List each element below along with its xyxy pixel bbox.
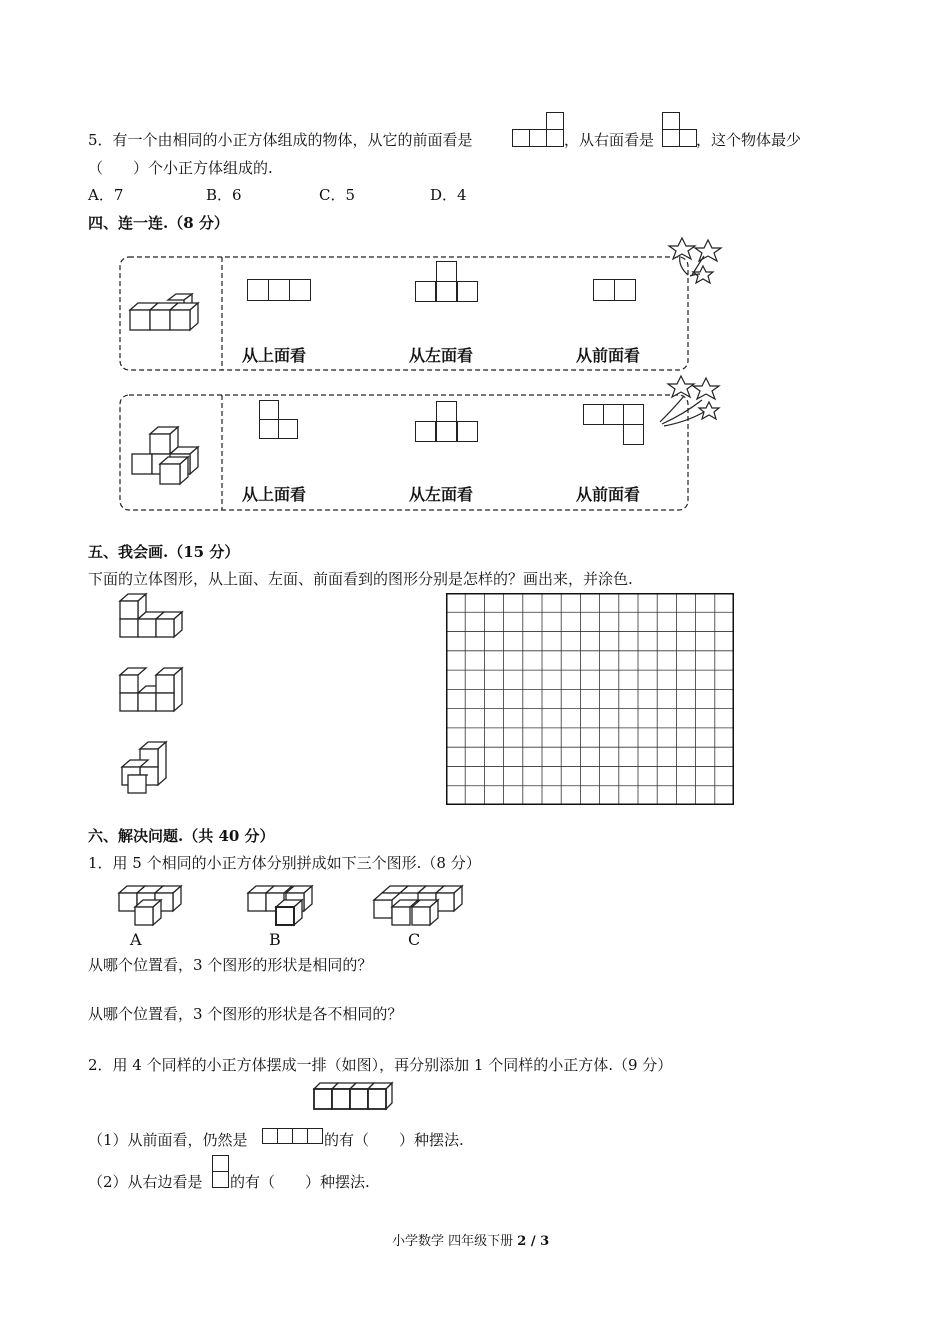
section6-p2: 2．用 4 个同样的小正方体摆成一排（如图），再分别添加 1 个同样的小正方体.（9 分） bbox=[88, 1056, 673, 1074]
section6-p2-2-a: （2）从右边看是 bbox=[88, 1173, 203, 1191]
q5-line2: （ ）个小正方体组成的. bbox=[88, 159, 273, 177]
s5-shape-2 bbox=[118, 666, 198, 716]
s6-shape-b bbox=[246, 880, 326, 930]
section6-p1-q2: 从哪个位置看，3 个图形的形状是各不相同的？ bbox=[88, 1005, 403, 1023]
q5-option-b: B．6 bbox=[206, 186, 242, 204]
q5-option-a: A．7 bbox=[88, 186, 124, 204]
row1-label-top: 从上面看 bbox=[242, 346, 307, 365]
section6-p2-1-a: （1）从前面看，仍然是 bbox=[88, 1131, 248, 1149]
q5-option-c: C．5 bbox=[319, 186, 356, 204]
row2-label-front: 从前面看 bbox=[576, 485, 641, 504]
row1-3d-shape bbox=[128, 292, 218, 342]
s6-p2-row-of-cubes bbox=[312, 1079, 412, 1115]
s5-shape-3 bbox=[118, 740, 198, 800]
drawing-grid[interactable] bbox=[446, 593, 734, 805]
page-number: 2 / 3 bbox=[517, 1234, 550, 1249]
row1-label-front: 从前面看 bbox=[576, 346, 641, 365]
section5-instruction: 下面的立体图形，从上面、左面、前面看到的图形分别是怎样的？画出来，并涂色. bbox=[88, 570, 633, 588]
row1-label-left: 从左面看 bbox=[409, 346, 474, 365]
section6-title: 六、解决问题.（共 40 分） bbox=[88, 827, 275, 845]
section4-title: 四、连一连.（8 分） bbox=[88, 214, 229, 232]
star-decoration-icon bbox=[669, 238, 721, 283]
shape-label-a: A bbox=[130, 930, 142, 949]
section5-title: 五、我会画.（15 分） bbox=[88, 543, 240, 561]
section4-frames bbox=[0, 230, 950, 560]
q5-text-c: ，这个物体最少 bbox=[696, 131, 802, 149]
s6-shape-a bbox=[117, 880, 197, 930]
page-footer bbox=[392, 1232, 549, 1252]
q5-option-d: D．4 bbox=[430, 186, 467, 204]
s6-shape-c bbox=[372, 880, 472, 930]
s5-shape-1 bbox=[118, 592, 198, 642]
section6-p1-q1: 从哪个位置看，3 个图形的形状是相同的？ bbox=[88, 956, 373, 974]
shape-label-b: B bbox=[269, 930, 281, 949]
row2-label-left: 从左面看 bbox=[409, 485, 474, 504]
footer-text: 小学数学 四年级下册 bbox=[392, 1234, 518, 1249]
star-decoration-icon bbox=[660, 376, 719, 426]
q5-text-b: ，从右面看是 bbox=[564, 131, 655, 149]
section6-p2-1-b: 的有（ ）种摆法. bbox=[324, 1131, 464, 1149]
row2-label-top: 从上面看 bbox=[242, 485, 307, 504]
row2-3d-shape bbox=[128, 420, 218, 500]
section6-p2-2-b: 的有（ ）种摆法. bbox=[230, 1173, 370, 1191]
section6-p1: 1．用 5 个相同的小正方体分别拼成如下三个图形.（8 分） bbox=[88, 854, 481, 872]
shape-label-c: C bbox=[408, 930, 421, 949]
q5-text-a: 5．有一个由相同的小正方体组成的物体，从它的前面看是 bbox=[88, 131, 473, 149]
